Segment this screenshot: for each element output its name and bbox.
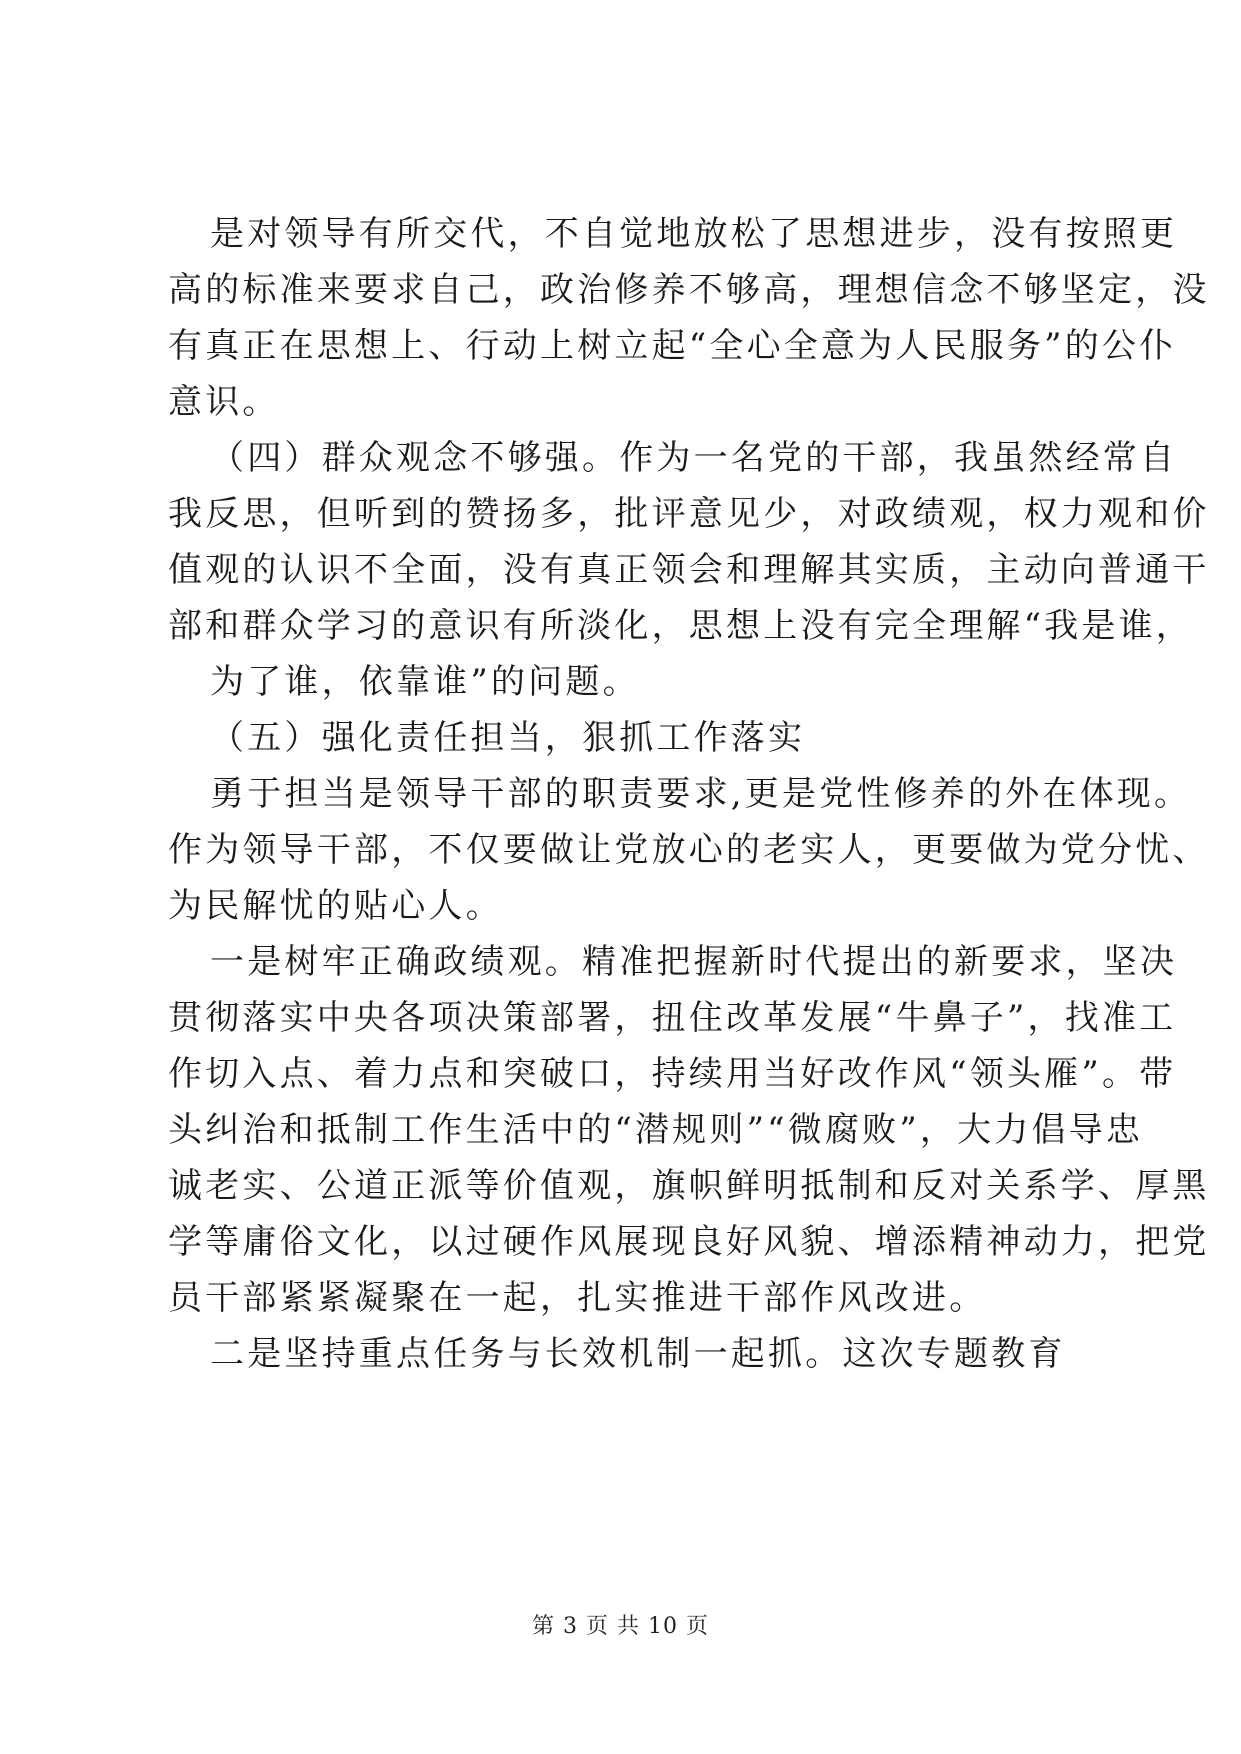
section-heading-5: （五）强化责任担当，狠抓工作落实 — [210, 718, 806, 758]
body-text-line: 值观的认识不全面，没有真正领会和理解其实质，主动向普通干 — [168, 550, 1210, 590]
body-text-line: 学等庸俗文化，以过硬作风展现良好风貌、增添精神动力，把党 — [168, 1222, 1210, 1262]
body-text-line: 诚老实、公道正派等价值观，旗帜鲜明抵制和反对关系学、厚黑 — [168, 1166, 1210, 1206]
body-text-line: 为了谁，依靠谁”的问题。 — [210, 662, 640, 702]
body-text-line: 部和群众学习的意识有所淡化，思想上没有完全理解“我是谁， — [168, 606, 1193, 646]
body-text-line: 我反思，但听到的赞扬多，批评意见少，对政绩观，权力观和价 — [168, 494, 1210, 534]
body-text-line: 有真正在思想上、行动上树立起“全心全意为人民服务”的公仆 — [168, 326, 1177, 366]
body-text-line: 意识。 — [168, 382, 280, 422]
body-text-line: 是对领导有所交代，不自觉地放松了思想进步，没有按照更 — [210, 214, 1178, 254]
body-text-line: 员干部紧紧凝聚在一起，扎实推进干部作风改进。 — [168, 1278, 987, 1318]
body-text-line: 高的标准来要求自己，政治修养不够高，理想信念不够坚定，没 — [168, 270, 1210, 310]
body-text-line: 为民解忧的贴心人。 — [168, 886, 503, 926]
section-heading-4: （四）群众观念不够强。作为一名党的干部，我虽然经常自 — [210, 438, 1178, 478]
body-text-line: 贯彻落实中央各项决策部署，扭住改革发展“牛鼻子”，找准工 — [168, 998, 1177, 1038]
body-text-line: 作为领导干部，不仅要做让党放心的老实人，更要做为党分忧、 — [168, 830, 1210, 870]
body-text-line: 作切入点、着力点和突破口，持续用当好改作风“领头雁”。带 — [168, 1054, 1177, 1094]
page-number-footer: 第 3 页 共 10 页 — [532, 1614, 709, 1639]
body-text-line: 头纠治和抵制工作生活中的“潜规则”“微腐败”，大力倡导忠 — [168, 1110, 1144, 1150]
body-text-line: 二是坚持重点任务与长效机制一起抓。这次专题教育 — [210, 1334, 1066, 1374]
body-text-line: 勇于担当是领导干部的职责要求,更是党性修养的外在体现。 — [210, 774, 1192, 814]
body-text-line: 一是树牢正确政绩观。精准把握新时代提出的新要求，坚决 — [210, 942, 1178, 982]
